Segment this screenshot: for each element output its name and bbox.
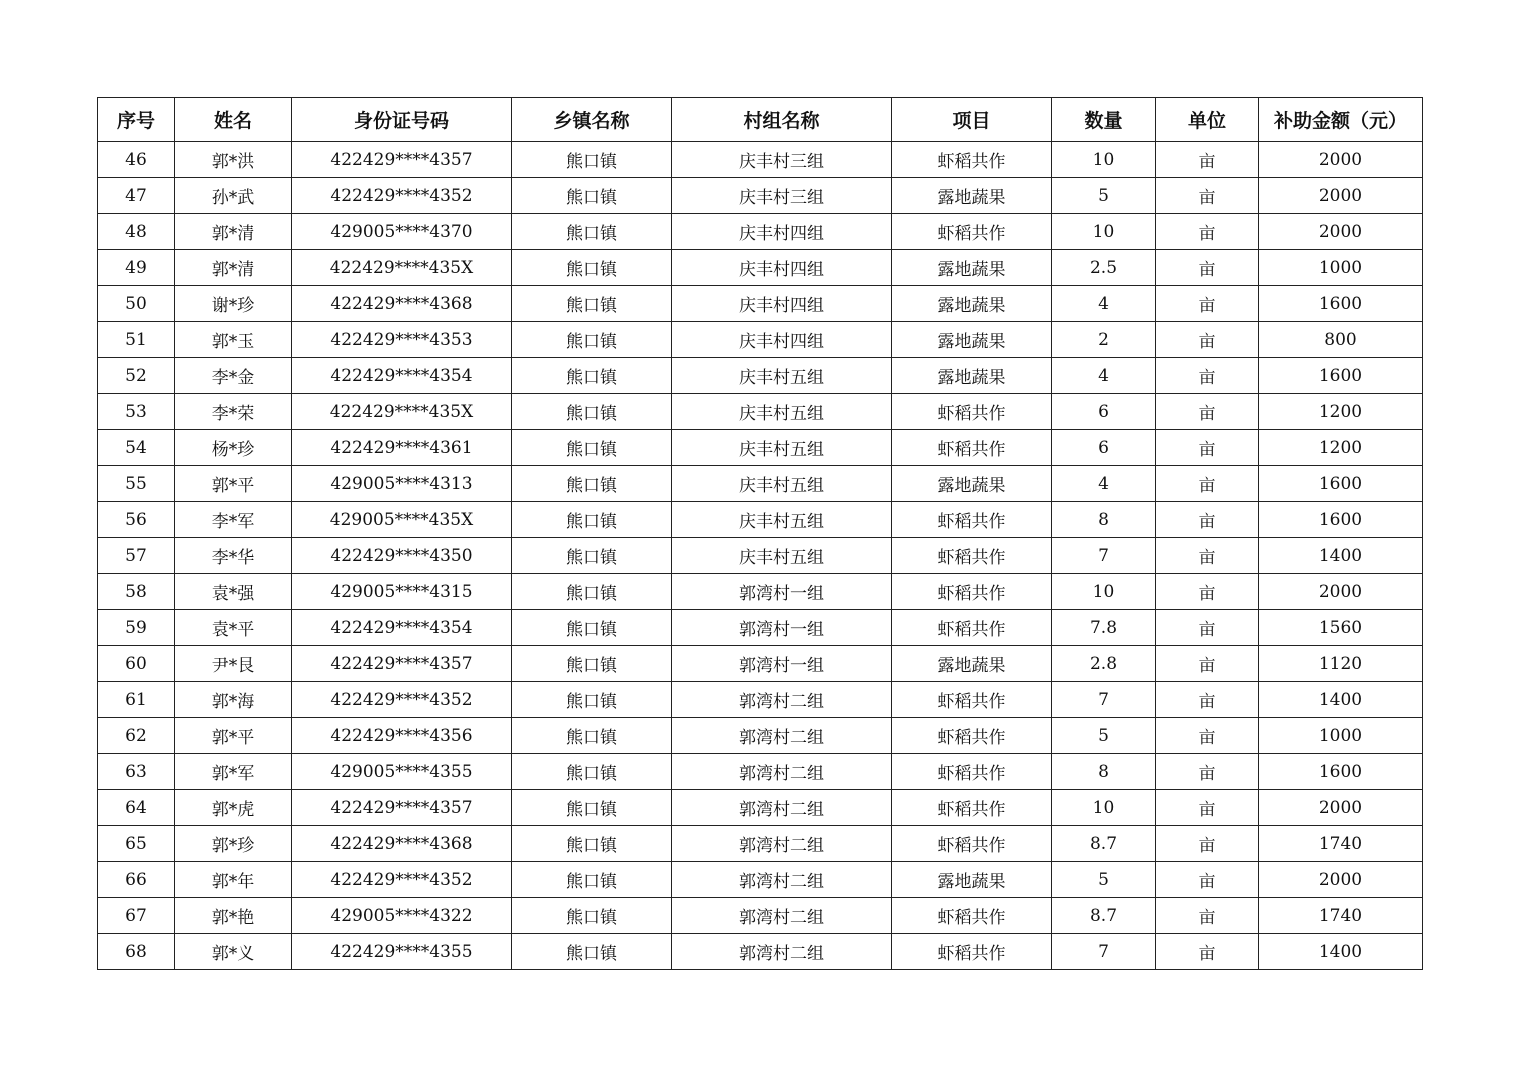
cell-index: 58 xyxy=(98,574,175,610)
cell-project: 露地蔬果 xyxy=(892,286,1052,322)
cell-subsidy-amount: 1600 xyxy=(1259,502,1423,538)
cell-index: 68 xyxy=(98,934,175,970)
cell-name: 郭*清 xyxy=(175,214,292,250)
cell-township: 熊口镇 xyxy=(512,898,672,934)
table-row xyxy=(98,826,1423,862)
cell-quantity: 4 xyxy=(1052,286,1156,322)
cell-id-number: 422429****4352 xyxy=(292,682,512,718)
cell-township: 熊口镇 xyxy=(512,286,672,322)
cell-index: 61 xyxy=(98,682,175,718)
cell-township: 熊口镇 xyxy=(512,646,672,682)
header-row xyxy=(98,98,1423,142)
table-row xyxy=(98,214,1423,250)
cell-project: 虾稻共作 xyxy=(892,394,1052,430)
cell-subsidy-amount: 1740 xyxy=(1259,826,1423,862)
cell-quantity: 2.5 xyxy=(1052,250,1156,286)
cell-project: 露地蔬果 xyxy=(892,322,1052,358)
cell-quantity: 8 xyxy=(1052,754,1156,790)
cell-village-group: 郭湾村二组 xyxy=(672,718,892,754)
cell-subsidy-amount: 800 xyxy=(1259,322,1423,358)
cell-village-group: 庆丰村三组 xyxy=(672,178,892,214)
cell-index: 52 xyxy=(98,358,175,394)
cell-township: 熊口镇 xyxy=(512,214,672,250)
cell-name: 李*荣 xyxy=(175,394,292,430)
cell-village-group: 庆丰村五组 xyxy=(672,358,892,394)
cell-id-number: 429005****4370 xyxy=(292,214,512,250)
cell-village-group: 郭湾村一组 xyxy=(672,610,892,646)
table-row xyxy=(98,718,1423,754)
cell-project: 虾稻共作 xyxy=(892,934,1052,970)
cell-subsidy-amount: 1000 xyxy=(1259,718,1423,754)
table-row xyxy=(98,322,1423,358)
cell-name: 杨*珍 xyxy=(175,430,292,466)
cell-village-group: 郭湾村二组 xyxy=(672,790,892,826)
table-row xyxy=(98,682,1423,718)
cell-quantity: 5 xyxy=(1052,178,1156,214)
cell-id-number: 422429****435X xyxy=(292,250,512,286)
cell-quantity: 8.7 xyxy=(1052,826,1156,862)
cell-id-number: 422429****4368 xyxy=(292,826,512,862)
cell-quantity: 6 xyxy=(1052,394,1156,430)
cell-project: 虾稻共作 xyxy=(892,142,1052,178)
cell-name: 郭*平 xyxy=(175,718,292,754)
cell-id-number: 429005****4355 xyxy=(292,754,512,790)
cell-project: 露地蔬果 xyxy=(892,466,1052,502)
cell-index: 57 xyxy=(98,538,175,574)
cell-quantity: 10 xyxy=(1052,214,1156,250)
cell-township: 熊口镇 xyxy=(512,754,672,790)
header-id-number: 身份证号码 xyxy=(292,98,512,142)
cell-subsidy-amount: 1600 xyxy=(1259,358,1423,394)
cell-village-group: 庆丰村四组 xyxy=(672,322,892,358)
cell-subsidy-amount: 1200 xyxy=(1259,430,1423,466)
cell-township: 熊口镇 xyxy=(512,358,672,394)
header-subsidy-amount: 补助金额（元） xyxy=(1259,98,1423,142)
cell-id-number: 422429****4361 xyxy=(292,430,512,466)
cell-unit: 亩 xyxy=(1156,466,1259,502)
cell-id-number: 429005****435X xyxy=(292,502,512,538)
cell-name: 袁*强 xyxy=(175,574,292,610)
cell-village-group: 庆丰村四组 xyxy=(672,214,892,250)
cell-unit: 亩 xyxy=(1156,610,1259,646)
cell-unit: 亩 xyxy=(1156,898,1259,934)
cell-quantity: 4 xyxy=(1052,358,1156,394)
table-row xyxy=(98,286,1423,322)
cell-unit: 亩 xyxy=(1156,718,1259,754)
cell-index: 62 xyxy=(98,718,175,754)
cell-id-number: 422429****4355 xyxy=(292,934,512,970)
cell-village-group: 郭湾村二组 xyxy=(672,898,892,934)
cell-subsidy-amount: 1740 xyxy=(1259,898,1423,934)
cell-township: 熊口镇 xyxy=(512,574,672,610)
cell-quantity: 10 xyxy=(1052,790,1156,826)
cell-subsidy-amount: 1560 xyxy=(1259,610,1423,646)
cell-id-number: 422429****4368 xyxy=(292,286,512,322)
cell-township: 熊口镇 xyxy=(512,610,672,646)
cell-village-group: 庆丰村四组 xyxy=(672,286,892,322)
cell-project: 虾稻共作 xyxy=(892,898,1052,934)
cell-township: 熊口镇 xyxy=(512,718,672,754)
cell-index: 63 xyxy=(98,754,175,790)
cell-unit: 亩 xyxy=(1156,790,1259,826)
cell-township: 熊口镇 xyxy=(512,322,672,358)
cell-project: 虾稻共作 xyxy=(892,790,1052,826)
cell-subsidy-amount: 1400 xyxy=(1259,682,1423,718)
cell-unit: 亩 xyxy=(1156,502,1259,538)
cell-village-group: 庆丰村五组 xyxy=(672,466,892,502)
cell-name: 尹*艮 xyxy=(175,646,292,682)
table-row xyxy=(98,430,1423,466)
cell-quantity: 5 xyxy=(1052,718,1156,754)
table-row xyxy=(98,250,1423,286)
header-index: 序号 xyxy=(98,98,175,142)
cell-subsidy-amount: 1400 xyxy=(1259,538,1423,574)
cell-village-group: 郭湾村一组 xyxy=(672,574,892,610)
cell-project: 露地蔬果 xyxy=(892,178,1052,214)
cell-subsidy-amount: 2000 xyxy=(1259,790,1423,826)
cell-unit: 亩 xyxy=(1156,430,1259,466)
cell-quantity: 8.7 xyxy=(1052,898,1156,934)
cell-name: 郭*年 xyxy=(175,862,292,898)
table-row xyxy=(98,610,1423,646)
header-unit: 单位 xyxy=(1156,98,1259,142)
cell-id-number: 422429****4352 xyxy=(292,862,512,898)
cell-unit: 亩 xyxy=(1156,682,1259,718)
cell-village-group: 郭湾村二组 xyxy=(672,682,892,718)
cell-id-number: 422429****4357 xyxy=(292,142,512,178)
cell-unit: 亩 xyxy=(1156,826,1259,862)
cell-township: 熊口镇 xyxy=(512,142,672,178)
cell-village-group: 郭湾村二组 xyxy=(672,826,892,862)
cell-village-group: 庆丰村五组 xyxy=(672,394,892,430)
cell-subsidy-amount: 1600 xyxy=(1259,466,1423,502)
cell-quantity: 10 xyxy=(1052,142,1156,178)
cell-township: 熊口镇 xyxy=(512,682,672,718)
subsidy-table xyxy=(97,97,1423,970)
table-row xyxy=(98,574,1423,610)
table-row xyxy=(98,862,1423,898)
table-row xyxy=(98,646,1423,682)
table-row xyxy=(98,898,1423,934)
table-row xyxy=(98,934,1423,970)
cell-village-group: 郭湾村二组 xyxy=(672,934,892,970)
cell-project: 虾稻共作 xyxy=(892,754,1052,790)
cell-township: 熊口镇 xyxy=(512,862,672,898)
cell-project: 虾稻共作 xyxy=(892,610,1052,646)
cell-name: 郭*玉 xyxy=(175,322,292,358)
cell-unit: 亩 xyxy=(1156,862,1259,898)
cell-name: 郭*清 xyxy=(175,250,292,286)
cell-name: 郭*军 xyxy=(175,754,292,790)
cell-project: 露地蔬果 xyxy=(892,862,1052,898)
cell-village-group: 庆丰村四组 xyxy=(672,250,892,286)
cell-index: 64 xyxy=(98,790,175,826)
cell-id-number: 422429****4357 xyxy=(292,790,512,826)
cell-project: 虾稻共作 xyxy=(892,538,1052,574)
cell-id-number: 422429****435X xyxy=(292,394,512,430)
cell-unit: 亩 xyxy=(1156,646,1259,682)
cell-project: 露地蔬果 xyxy=(892,358,1052,394)
cell-quantity: 7.8 xyxy=(1052,610,1156,646)
cell-village-group: 庆丰村五组 xyxy=(672,502,892,538)
table-row xyxy=(98,466,1423,502)
table-body xyxy=(98,142,1423,970)
header-village-group: 村组名称 xyxy=(672,98,892,142)
cell-village-group: 郭湾村二组 xyxy=(672,862,892,898)
cell-name: 孙*武 xyxy=(175,178,292,214)
header-township: 乡镇名称 xyxy=(512,98,672,142)
cell-township: 熊口镇 xyxy=(512,934,672,970)
cell-id-number: 422429****4357 xyxy=(292,646,512,682)
cell-village-group: 郭湾村一组 xyxy=(672,646,892,682)
cell-project: 虾稻共作 xyxy=(892,430,1052,466)
cell-subsidy-amount: 1600 xyxy=(1259,754,1423,790)
cell-id-number: 422429****4354 xyxy=(292,358,512,394)
cell-id-number: 422429****4352 xyxy=(292,178,512,214)
cell-quantity: 2.8 xyxy=(1052,646,1156,682)
cell-subsidy-amount: 1400 xyxy=(1259,934,1423,970)
cell-index: 67 xyxy=(98,898,175,934)
cell-quantity: 7 xyxy=(1052,538,1156,574)
cell-project: 虾稻共作 xyxy=(892,214,1052,250)
cell-project: 虾稻共作 xyxy=(892,682,1052,718)
cell-name: 郭*珍 xyxy=(175,826,292,862)
cell-quantity: 8 xyxy=(1052,502,1156,538)
cell-project: 露地蔬果 xyxy=(892,250,1052,286)
cell-subsidy-amount: 2000 xyxy=(1259,574,1423,610)
cell-township: 熊口镇 xyxy=(512,250,672,286)
cell-unit: 亩 xyxy=(1156,574,1259,610)
cell-unit: 亩 xyxy=(1156,934,1259,970)
cell-index: 55 xyxy=(98,466,175,502)
table-row xyxy=(98,394,1423,430)
cell-name: 袁*平 xyxy=(175,610,292,646)
cell-quantity: 5 xyxy=(1052,862,1156,898)
cell-project: 虾稻共作 xyxy=(892,502,1052,538)
cell-township: 熊口镇 xyxy=(512,394,672,430)
cell-unit: 亩 xyxy=(1156,142,1259,178)
cell-project: 虾稻共作 xyxy=(892,826,1052,862)
cell-village-group: 郭湾村二组 xyxy=(672,754,892,790)
cell-id-number: 422429****4353 xyxy=(292,322,512,358)
subsidy-table-sheet xyxy=(97,97,1422,970)
cell-name: 李*华 xyxy=(175,538,292,574)
cell-village-group: 庆丰村三组 xyxy=(672,142,892,178)
cell-quantity: 2 xyxy=(1052,322,1156,358)
cell-name: 郭*艳 xyxy=(175,898,292,934)
cell-index: 66 xyxy=(98,862,175,898)
cell-id-number: 429005****4313 xyxy=(292,466,512,502)
cell-subsidy-amount: 1120 xyxy=(1259,646,1423,682)
cell-township: 熊口镇 xyxy=(512,790,672,826)
table-row xyxy=(98,790,1423,826)
cell-project: 虾稻共作 xyxy=(892,574,1052,610)
cell-township: 熊口镇 xyxy=(512,178,672,214)
cell-township: 熊口镇 xyxy=(512,466,672,502)
cell-id-number: 422429****4356 xyxy=(292,718,512,754)
cell-name: 谢*珍 xyxy=(175,286,292,322)
cell-unit: 亩 xyxy=(1156,286,1259,322)
cell-index: 59 xyxy=(98,610,175,646)
cell-unit: 亩 xyxy=(1156,322,1259,358)
cell-name: 李*军 xyxy=(175,502,292,538)
cell-index: 65 xyxy=(98,826,175,862)
cell-unit: 亩 xyxy=(1156,394,1259,430)
cell-id-number: 422429****4350 xyxy=(292,538,512,574)
cell-index: 60 xyxy=(98,646,175,682)
cell-township: 熊口镇 xyxy=(512,826,672,862)
table-row xyxy=(98,538,1423,574)
cell-township: 熊口镇 xyxy=(512,538,672,574)
cell-subsidy-amount: 2000 xyxy=(1259,142,1423,178)
cell-subsidy-amount: 1600 xyxy=(1259,286,1423,322)
cell-index: 51 xyxy=(98,322,175,358)
cell-project: 露地蔬果 xyxy=(892,646,1052,682)
header-name: 姓名 xyxy=(175,98,292,142)
cell-subsidy-amount: 1000 xyxy=(1259,250,1423,286)
cell-quantity: 6 xyxy=(1052,430,1156,466)
cell-unit: 亩 xyxy=(1156,538,1259,574)
cell-id-number: 429005****4315 xyxy=(292,574,512,610)
cell-township: 熊口镇 xyxy=(512,430,672,466)
cell-id-number: 422429****4354 xyxy=(292,610,512,646)
cell-index: 50 xyxy=(98,286,175,322)
cell-name: 郭*平 xyxy=(175,466,292,502)
cell-index: 48 xyxy=(98,214,175,250)
table-row xyxy=(98,178,1423,214)
header-project: 项目 xyxy=(892,98,1052,142)
cell-unit: 亩 xyxy=(1156,754,1259,790)
cell-project: 虾稻共作 xyxy=(892,718,1052,754)
cell-subsidy-amount: 2000 xyxy=(1259,178,1423,214)
cell-id-number: 429005****4322 xyxy=(292,898,512,934)
cell-name: 李*金 xyxy=(175,358,292,394)
cell-name: 郭*洪 xyxy=(175,142,292,178)
cell-unit: 亩 xyxy=(1156,358,1259,394)
cell-index: 47 xyxy=(98,178,175,214)
cell-quantity: 10 xyxy=(1052,574,1156,610)
cell-index: 56 xyxy=(98,502,175,538)
header-quantity: 数量 xyxy=(1052,98,1156,142)
cell-quantity: 7 xyxy=(1052,934,1156,970)
cell-village-group: 庆丰村五组 xyxy=(672,538,892,574)
table-row xyxy=(98,142,1423,178)
cell-unit: 亩 xyxy=(1156,214,1259,250)
cell-name: 郭*虎 xyxy=(175,790,292,826)
table-row xyxy=(98,754,1423,790)
cell-unit: 亩 xyxy=(1156,178,1259,214)
cell-unit: 亩 xyxy=(1156,250,1259,286)
cell-quantity: 4 xyxy=(1052,466,1156,502)
table-row xyxy=(98,358,1423,394)
cell-name: 郭*海 xyxy=(175,682,292,718)
cell-subsidy-amount: 1200 xyxy=(1259,394,1423,430)
cell-name: 郭*义 xyxy=(175,934,292,970)
cell-index: 49 xyxy=(98,250,175,286)
cell-index: 53 xyxy=(98,394,175,430)
cell-index: 46 xyxy=(98,142,175,178)
cell-index: 54 xyxy=(98,430,175,466)
cell-township: 熊口镇 xyxy=(512,502,672,538)
cell-subsidy-amount: 2000 xyxy=(1259,214,1423,250)
cell-village-group: 庆丰村五组 xyxy=(672,430,892,466)
table-row xyxy=(98,502,1423,538)
cell-quantity: 7 xyxy=(1052,682,1156,718)
cell-subsidy-amount: 2000 xyxy=(1259,862,1423,898)
